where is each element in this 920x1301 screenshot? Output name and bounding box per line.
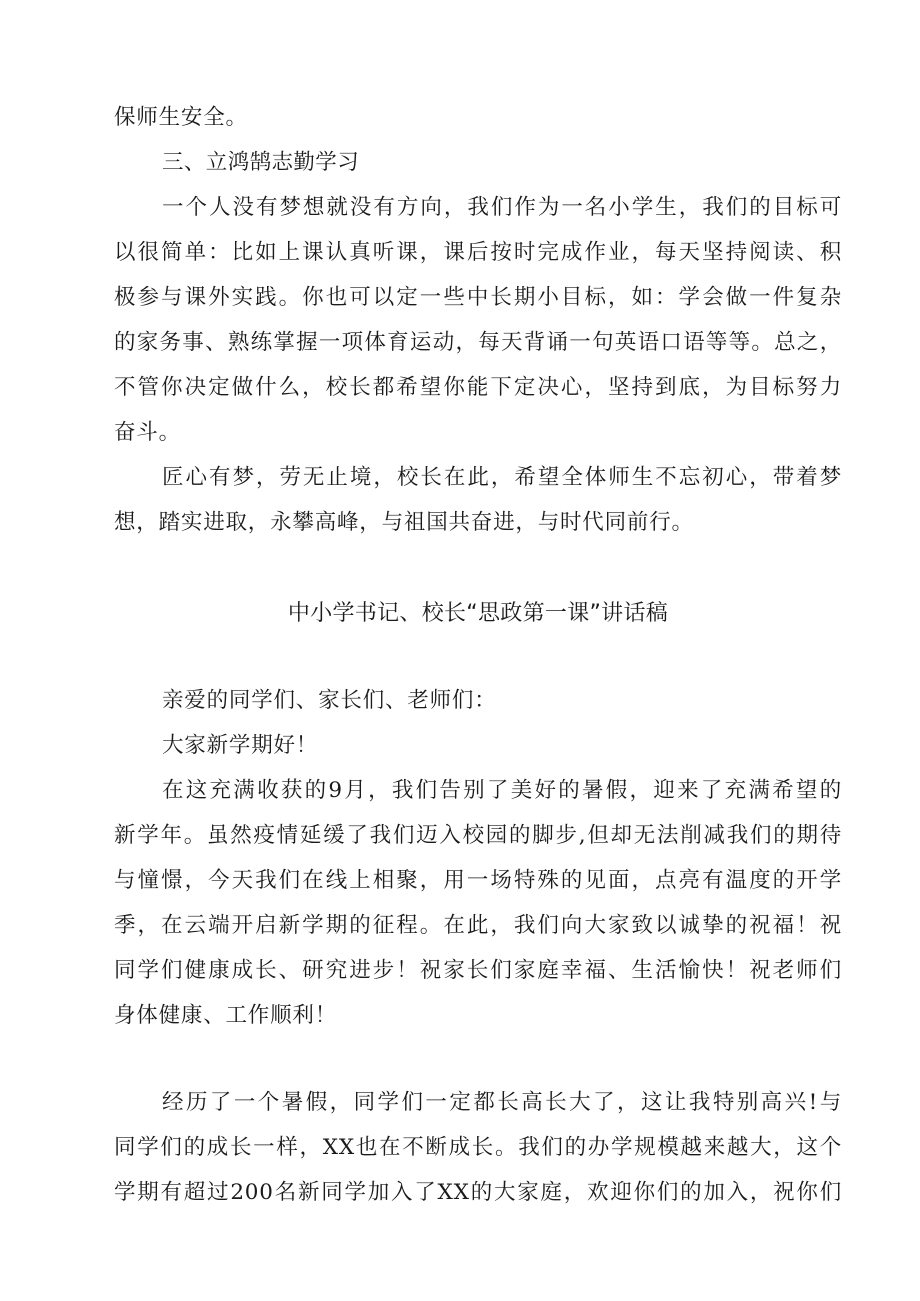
document-title: 中小学书记、校长“思政第一课”讲话稿 [287,601,669,626]
paragraph-line: 学期有超过200名新同学加入了XX的大家庭，欢迎你们的加入，祝你们 [114,1180,842,1205]
paragraph-line: 奋斗。 [114,420,181,445]
section-heading: 三、立鸿鹄志勤学习 [162,150,360,175]
greeting-line: 亲爱的同学们、家长们、老师们： [162,688,497,713]
paragraph-line: 匠心有梦，劳无止境，校长在此，希望全体师生不忘初心，带着梦 [162,465,842,490]
paragraph-line: 的家务事、熟练掌握一项体育运动，每天背诵一句英语口语等等。总之， [114,330,842,355]
paragraph-line: 以很简单：比如上课认真听课，课后按时完成作业，每天坚持阅读、积 [114,240,842,265]
paragraph-line: 经历了一个暑假，同学们一定都长高长大了，这让我特别高兴!与 [162,1090,842,1115]
paragraph-line: 想，踏实进取，永攀高峰，与祖国共奋进，与时代同前行。 [114,510,694,535]
paragraph [114,455,842,545]
paragraph-line: 一个人没有梦想就没有方向，我们作为一名小学生，我们的目标可 [162,195,842,220]
paragraph-line: 新学年。虽然疫情延缓了我们迈入校园的脚步,但却无法削减我们的期待 [114,823,842,848]
paragraph-line: 保师生安全。 [114,105,248,130]
paragraph-line: 身体健康、工作顺利！ [114,1003,338,1028]
greeting-line: 大家新学期好！ [162,733,319,758]
paragraph-line: 不管你决定做什么，校长都希望你能下定决心，坚持到底，为目标努力 [114,375,842,400]
paragraph-line: 季，在云端开启新学期的征程。在此，我们向大家致以诚挚的祝福！祝 [114,913,842,938]
document-page [114,95,842,1215]
paragraph-line: 在这充满收获的9月，我们告别了美好的暑假，迎来了充满希望的 [162,778,842,803]
paragraph-line: 同学们健康成长、研究进步！祝家长们家庭幸福、生活愉快！祝老师们 [114,958,842,983]
paragraph [114,768,842,1038]
paragraph-line: 极参与课外实践。你也可以定一些中长期小目标，如：学会做一件复杂 [114,285,842,310]
paragraph-line: 同学们的成长一样，XX也在不断成长。我们的办学规模越来越大，这个 [114,1135,842,1160]
paragraph [114,185,842,455]
paragraph [114,1080,842,1215]
paragraph-line: 与憧憬，今天我们在线上相聚，用一场特殊的见面，点亮有温度的开学 [114,868,842,893]
